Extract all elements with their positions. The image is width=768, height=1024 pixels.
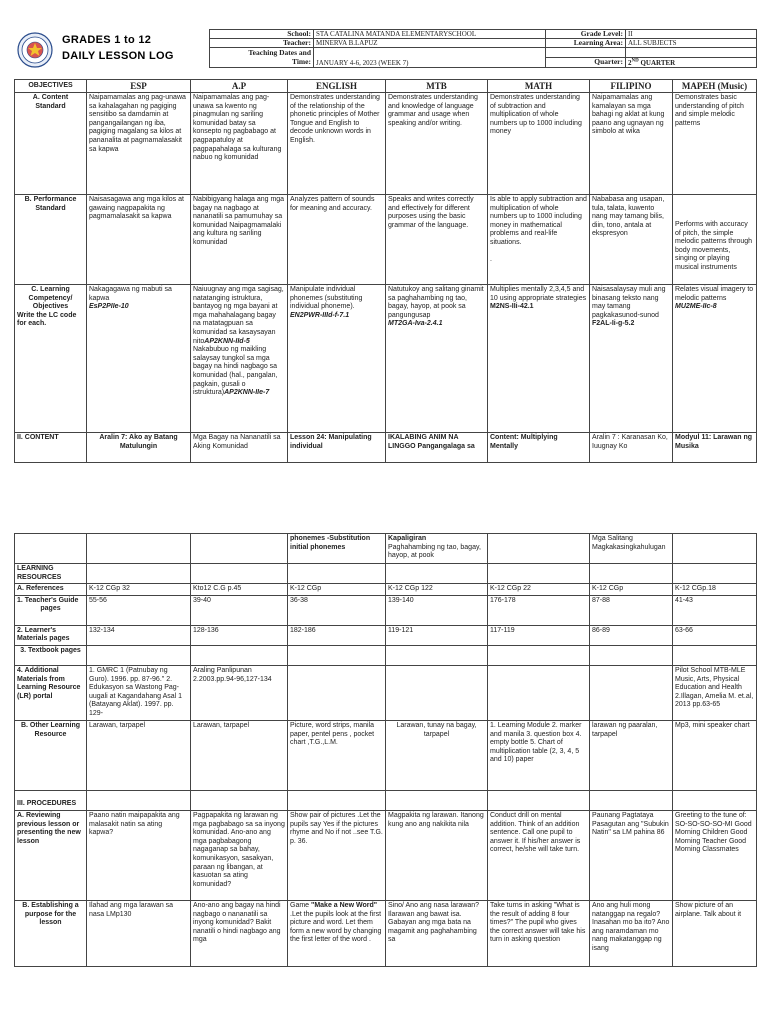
lm-esp: 132-134 bbox=[87, 625, 191, 645]
references-label: A. References bbox=[15, 584, 87, 596]
content-mapeh: Modyul 11: Larawan ng Musika bbox=[673, 433, 757, 463]
col-mapeh: MAPEH (Music) bbox=[673, 80, 757, 93]
school-label: School: bbox=[210, 30, 314, 39]
content-english: Lesson 24: Manipulating individual bbox=[288, 433, 386, 463]
ref-esp: K-12 CGp 32 bbox=[87, 584, 191, 596]
est-english: Game "Make a New Word" .Let the pupils look at the first picture and word. Let them form a new word by changing the first letter of the word . bbox=[288, 900, 386, 966]
establishing-label: B. Establishing a purpose for the lesson bbox=[15, 900, 87, 966]
content-math: Content: Multiplying Mentally bbox=[488, 433, 590, 463]
lc-english: Manipulate individual phonemes (substituting individual phoneme). EN2PWR-IIId-f-7.1 bbox=[288, 285, 386, 433]
reviewing-row bbox=[15, 810, 757, 900]
cs-ap: Naipamamalas ang pag-unawa sa kwento ng pinagmulan ng sariling komunidad batay sa konsepto ng pagbabago at pagpapatuloy at pagpapahalaga sa kulturang nabuo ng komunidad bbox=[191, 93, 288, 195]
tg-english: 36-38 bbox=[288, 595, 386, 625]
establishing-row bbox=[15, 900, 757, 966]
add-mapeh: Pilot School MTB-MLE Music, Arts, Physical Education and Health 2.Illagan, Amelia M. et.al, 2013 pp.63-65 bbox=[673, 665, 757, 720]
content-row bbox=[15, 433, 757, 463]
other-esp: Larawan, tarpapel bbox=[87, 720, 191, 790]
lm-math: 117-119 bbox=[488, 625, 590, 645]
other-resource-row bbox=[15, 720, 757, 790]
est-filipino: Ano ang huli mong natanggap na regalo? Inasahan mo ba ito? Ano ang naramdaman mo nang makatanggap ng isang bbox=[590, 900, 673, 966]
rev-math: Conduct drill on mental addition. Think of an addition sentence. Call one pupil to answer it. If his/her answer is correct, he/she will take turn. bbox=[488, 810, 590, 900]
learning-competency-row bbox=[15, 285, 757, 433]
school-value: STA CATALINA MATANDA ELEMENTARYSCHOOL bbox=[314, 30, 546, 39]
references-row bbox=[15, 584, 757, 596]
lm-english: 182-186 bbox=[288, 625, 386, 645]
lm-mtb: 119-121 bbox=[386, 625, 488, 645]
grade-value: II bbox=[626, 30, 757, 39]
lc-filipino: Naisasalaysay muli ang binasang teksto nang may tamang pagkakasunod-sunod F2AL-Ii-g-5.2 bbox=[590, 285, 673, 433]
est-mtb: Sino/ Ano ang nasa larawan? Ilarawan ang bawat isa. Gabayan ang mga bata na magamit ang paghahambing sa bbox=[386, 900, 488, 966]
other-mtb: Larawan, tunay na bagay, tarpapel bbox=[386, 720, 488, 790]
ref-filipino: K-12 CGp bbox=[590, 584, 673, 596]
ps-english: Analyzes pattern of sounds for meaning and accuracy. bbox=[288, 195, 386, 285]
grade-label: Grade Level: bbox=[546, 30, 626, 39]
lc-math: Multiplies mentally 2,3,4,5 and 10 using appropriate strategies M2NS-IIi-42.1 bbox=[488, 285, 590, 433]
content-cont-mtb: Kapaligiran Paghahambing ng tao, bagay, hayop, at pook bbox=[386, 534, 488, 564]
additional-materials-row bbox=[15, 665, 757, 720]
tg-esp: 55-56 bbox=[87, 595, 191, 625]
other-ap: Larawan, tarpapel bbox=[191, 720, 288, 790]
lc-esp: Nakagagawa ng mabuti sa kapwa EsP2PIIe-10 bbox=[87, 285, 191, 433]
dates-label: Teaching Dates and Time: bbox=[210, 48, 314, 68]
learners-materials-row bbox=[15, 625, 757, 645]
ps-ap: Nabibigyang halaga ang mga bagay na nagbago at nananatili sa pamumuhay sa komunidad Naipagmamalaki ang kultura ng sariling komunidad bbox=[191, 195, 288, 285]
cs-mtb: Demonstrates understanding and knowledge of language grammar and usage when speaking and/or writing. bbox=[386, 93, 488, 195]
reviewing-label: A. Reviewing previous lesson or presenting the new lesson bbox=[15, 810, 87, 900]
est-math: Take turns in asking "What is the result of adding 8 four times?" The pupil who gives the correct answer will take his turn in asking question bbox=[488, 900, 590, 966]
rev-esp: Paano natin maipapakita ang malasakit natin sa ating kapwa? bbox=[87, 810, 191, 900]
rev-mtb: Magpakita ng larawan. Itanong kung ano ang nakikita nila bbox=[386, 810, 488, 900]
cs-english: Demonstrates understanding of the relationship of the phonetic principles of Mother Tongue and English to decode unknown words in English. bbox=[288, 93, 386, 195]
deped-seal-icon bbox=[17, 32, 53, 68]
content-mtb: IKALABING ANIM NA LINGGO Pangangalaga sa bbox=[386, 433, 488, 463]
objectives-label: OBJECTIVES bbox=[15, 80, 87, 93]
teachers-guide-label: 1. Teacher's Guide pages bbox=[15, 595, 87, 625]
col-mtb: MTB bbox=[386, 80, 488, 93]
ref-ap: Kto12 C.G p.45 bbox=[191, 584, 288, 596]
lc-mapeh: Relates visual imagery to melodic patterns MU2ME-IIc-8 bbox=[673, 285, 757, 433]
rev-filipino: Paunang Pagtataya Pasagutan ang "Subukin Natin" sa LM pahina 86 bbox=[590, 810, 673, 900]
other-mapeh: Mp3, mini speaker chart bbox=[673, 720, 757, 790]
performance-standard-label: B. Performance Standard bbox=[15, 195, 87, 285]
rev-mapeh: Greeting to the tune of: SO-SO-SO-SO-MI Good Morning Children Good Morning Teacher Good Morning Classmates bbox=[673, 810, 757, 900]
other-english: Picture, word strips, manila paper, pentel pens , pocket chart ,T.G.,L.M. bbox=[288, 720, 386, 790]
col-esp: ESP bbox=[87, 80, 191, 93]
lesson-log-table-part1 bbox=[14, 79, 757, 463]
procedures-label: III. PROCEDURES bbox=[15, 790, 87, 810]
area-value: ALL SUBJECTS bbox=[626, 39, 757, 48]
content-continued-row bbox=[15, 534, 757, 564]
rev-ap: Pagpapakita ng larawan ng mga pagbabago sa sa inyong komunidad. Ano-ano ang mga pagbabagong nagaganap sa bahay, komunikasyon, sasakyan, paraan ng libangan, at kasuotan sa ating komunidad? bbox=[191, 810, 288, 900]
learning-resources-label: LEARNING RESOURCES bbox=[15, 564, 87, 584]
col-math: MATH bbox=[488, 80, 590, 93]
lc-label: C. Learning Competency/ Objectives Write the LC code for each. bbox=[15, 285, 87, 433]
content-cont-english: phonemes -Substitution initial phonemes bbox=[288, 534, 386, 564]
other-math: 1. Learning Module 2. marker and manila 3. question box 4. empty bottle 5. Chart of multiplication table (2, 3, 4, 5 and 10) paper bbox=[488, 720, 590, 790]
quarter-label: Quarter: bbox=[546, 58, 626, 68]
ref-mapeh: K-12 CGp.18 bbox=[673, 584, 757, 596]
col-filipino: FILIPINO bbox=[590, 80, 673, 93]
add-ap: Araling Panlipunan 2.2003.pp.94-96,127-134 bbox=[191, 665, 288, 720]
col-english: ENGLISH bbox=[288, 80, 386, 93]
ps-mapeh: Performs with accuracy of pitch, the simple melodic patterns through body movements, singing or playing musical instruments bbox=[673, 195, 757, 285]
est-esp: Ilahad ang mga larawan sa nasa LMp130 bbox=[87, 900, 191, 966]
content-cont-filipino: Mga Salitang Magkakasingkahulugan bbox=[590, 534, 673, 564]
doc-title-line1: GRADES 1 to 12 bbox=[62, 34, 152, 46]
tg-mapeh: 41-43 bbox=[673, 595, 757, 625]
teacher-value: MINERVA B.LAPUZ bbox=[314, 39, 546, 48]
content-esp: Aralin 7: Ako ay Batang Matulungin bbox=[87, 433, 191, 463]
col-ap: A.P bbox=[191, 80, 288, 93]
content-ap: Mga Bagay na Nananatili sa Aking Komunidad bbox=[191, 433, 288, 463]
dates-value: JANUARY 4-6, 2023 (WEEK 7) bbox=[314, 48, 546, 68]
ref-math: K-12 CGp 22 bbox=[488, 584, 590, 596]
additional-label: 4. Additional Materials from Learning Resource (LR) portal bbox=[15, 665, 87, 720]
lc-ap: Naiuugnay ang mga sagisag, natatanging istruktura, bantayog ng mga bayani at mga mahahalagang bagay na matatagpuan sa komunidad sa kasaysayan nitoAP2KNN-IId-5 Nakabubuo ng maikling salaysay tungkol sa mga bagay na hindi nagbago sa komunidad (hal., pangalan, pagkain, gusali o istruktura)AP2KNN-IIe-7 bbox=[191, 285, 288, 433]
tg-math: 176-178 bbox=[488, 595, 590, 625]
procedures-row bbox=[15, 790, 757, 810]
lm-filipino: 86-89 bbox=[590, 625, 673, 645]
ps-filipino: Nababasa ang usapan, tula, talata, kuwento nang may tamang bilis, diin, tono, antala at ekspresyon bbox=[590, 195, 673, 285]
other-filipino: larawan ng paaralan, tarpapel bbox=[590, 720, 673, 790]
teachers-guide-row bbox=[15, 595, 757, 625]
lm-ap: 128-136 bbox=[191, 625, 288, 645]
cs-esp: Naipamamalas ang pag-unawa sa kahalagahan ng pagiging sensitibo sa damdamin at pangangailangan ng iba, pagiging magalang sa kilos at pananalita at pagmamalasakit sa kapwa bbox=[87, 93, 191, 195]
performance-standard-row bbox=[15, 195, 757, 285]
add-esp: 1. GMRC 1 (Patnubay ng Guro). 1996. pp. 87-96." 2. Edukasyon sa Wastong Pag-uugali at Kagandahang Asal 1 (Batayang Aklat). 1997. pp. 129- bbox=[87, 665, 191, 720]
lesson-log-table-part2 bbox=[14, 533, 757, 967]
teacher-label: Teacher: bbox=[210, 39, 314, 48]
ps-math: Is able to apply subtraction and multiplication of whole numbers up to 1000 including money in mathematical problems and real-life situations. . bbox=[488, 195, 590, 285]
textbook-row bbox=[15, 645, 757, 665]
lc-mtb: Natutukoy ang salitang ginamit sa paghahambing ng tao, bagay, hayop, at pook sa pangungusap MT2GA-Iva-2.4.1 bbox=[386, 285, 488, 433]
lm-mapeh: 63-66 bbox=[673, 625, 757, 645]
content-filipino: Aralin 7 : Karanasan Ko, Iuugnay Ko bbox=[590, 433, 673, 463]
est-ap: Ano-ano ang bagay na hindi nagbago o nananatili sa inyong komunidad? Bakit nanatili o hindi nagbago ang mga bbox=[191, 900, 288, 966]
doc-title-line2: DAILY LESSON LOG bbox=[62, 50, 174, 62]
area-label: Learning Area: bbox=[546, 39, 626, 48]
cs-mapeh: Demonstrates basic understanding of pitch and simple melodic patterns bbox=[673, 93, 757, 195]
rev-english: Show pair of pictures .Let the pupils say Yes if the pictures rhyme and No if not ..see T.G. p. 36. bbox=[288, 810, 386, 900]
ref-english: K-12 CGp bbox=[288, 584, 386, 596]
content-standard-label: A. Content Standard bbox=[15, 93, 87, 195]
quarter-value: 2ND QUARTER bbox=[626, 58, 757, 68]
textbook-label: 3. Textbook pages bbox=[15, 645, 87, 665]
header-info-table bbox=[209, 29, 757, 68]
ps-mtb: Speaks and writes correctly and effectively for different purposes using the basic grammar of the language. bbox=[386, 195, 488, 285]
est-mapeh: Show picture of an airplane. Talk about it bbox=[673, 900, 757, 966]
ref-mtb: K-12 CGp 122 bbox=[386, 584, 488, 596]
tg-mtb: 139-140 bbox=[386, 595, 488, 625]
other-resource-label: B. Other Learning Resource bbox=[15, 720, 87, 790]
learning-resources-row bbox=[15, 564, 757, 584]
cs-math: Demonstrates understanding of subtraction and multiplication of whole numbers up to 1000 including money bbox=[488, 93, 590, 195]
tg-filipino: 87-88 bbox=[590, 595, 673, 625]
ps-esp: Naisasagawa ang mga kilos at gawaing nagpapakita ng pagmamalasakit sa kapwa bbox=[87, 195, 191, 285]
content-standard-row bbox=[15, 93, 757, 195]
content-label: II. CONTENT bbox=[15, 433, 87, 463]
cs-filipino: Naipamamalas ang kamalayan sa mga bahagi ng aklat at kung paano ang ugnayan ng simbolo at wika bbox=[590, 93, 673, 195]
tg-ap: 39-40 bbox=[191, 595, 288, 625]
learners-materials-label: 2. Learner's Materials pages bbox=[15, 625, 87, 645]
column-header-row bbox=[15, 80, 757, 93]
